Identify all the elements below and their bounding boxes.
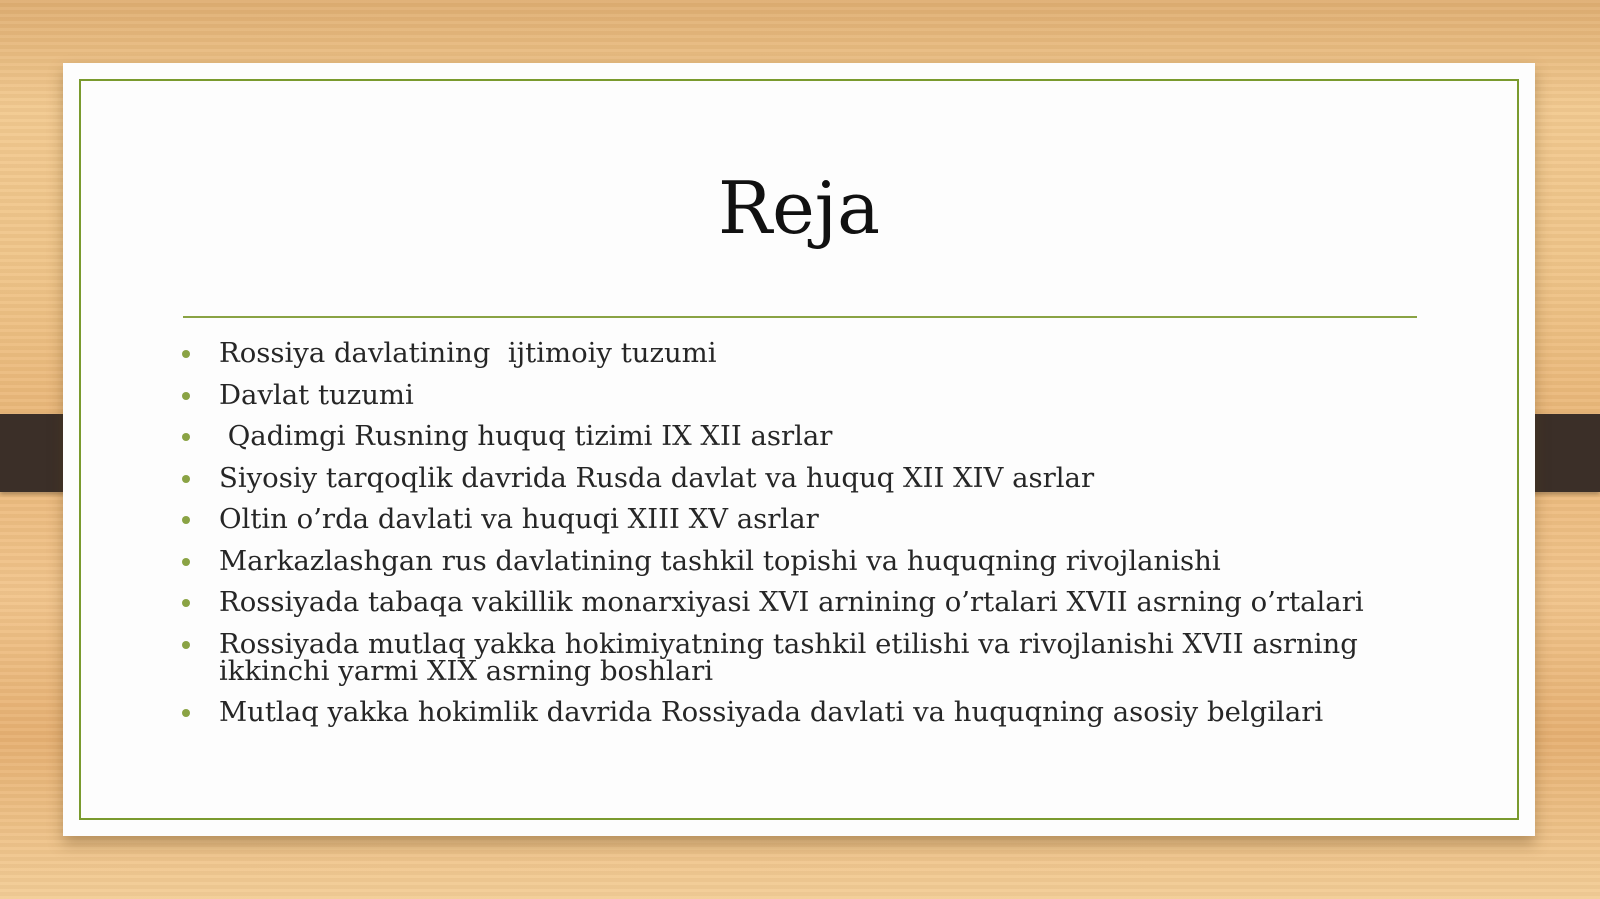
bullet-item: [182, 627, 1422, 687]
bullet-text: Mutlaq yakka hokimlik davrida Rossiyada davlati va huquqning asosiy belgilari: [219, 696, 1324, 728]
bullet-icon: [182, 475, 190, 483]
bullet-text: Rossiyada tabaqa vakillik monarxiyasi XVI arnining o’rtalari XVII asrning o’rtalari: [219, 586, 1364, 618]
bullet-item: [182, 337, 1422, 369]
bullet-text: Rossiyada mutlaq yakka hokimiyatning tashkil etilishi va rivojlanishi XVII asrning ikkinchi yarmi XIX asrning boshlari: [219, 627, 1358, 687]
bullet-icon: [182, 599, 190, 607]
bullet-item: [182, 544, 1422, 577]
bullet-text: Oltin o’rda davlati va huquqi XIII XV asrlar: [219, 503, 819, 535]
bullet-text: Siyosiy tarqoqlik davrida Rusda davlat va huquq XII XIV asrlar: [219, 461, 1095, 494]
title-divider: [183, 316, 1417, 318]
bullet-icon: [182, 433, 190, 441]
bullet-item: [182, 586, 1422, 618]
bullet-item: [182, 696, 1422, 728]
bullet-text: Markazlashgan rus davlatining tashkil topishi va huquqning rivojlanishi: [219, 544, 1221, 577]
bullet-icon: [182, 516, 190, 524]
slide-title: Reja: [717, 166, 881, 250]
bullet-text: Rossiya davlatining ijtimoiy tuzumi: [219, 337, 717, 369]
bullet-text: Davlat tuzumi: [219, 378, 414, 411]
bullet-icon: [182, 392, 190, 400]
bullet-item: [182, 420, 1422, 452]
bullet-item: [182, 461, 1422, 494]
bullet-list: [182, 337, 1422, 741]
bullet-icon: [182, 709, 190, 717]
bullet-text: Qadimgi Rusning huquq tizimi IX XII asrlar: [219, 420, 833, 452]
bullet-icon: [182, 350, 190, 358]
bullet-icon: [182, 641, 190, 649]
bullet-item: [182, 503, 1422, 535]
bullet-item: [182, 378, 1422, 411]
bullet-icon: [182, 558, 190, 566]
